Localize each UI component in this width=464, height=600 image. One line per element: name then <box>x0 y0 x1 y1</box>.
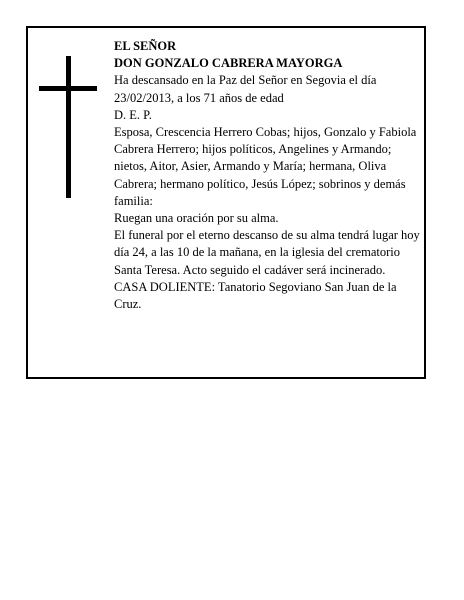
deceased-name: DON GONZALO CABRERA MAYORGA <box>114 56 343 71</box>
prayer-request: Ruegan una oración por su alma. <box>114 211 279 226</box>
cross-horizontal-beam <box>39 86 97 91</box>
funeral-info: El funeral por el eterno descanso de su alma tendrá lugar hoy día 24, a las 10 de la mañana, en la iglesia del crematorio Santa Teresa. Acto seguido el cadáver será incinerado. <box>114 228 420 277</box>
obituary-notice <box>26 26 426 379</box>
notice-text <box>114 38 424 313</box>
family-list: Esposa, Crescencia Herrero Cobas; hijos, Gonzalo y Fabiola Cabrera Herrero; hijos políticos, Angelines y Armando; nietos, Aitor, Asier, Armando y María; hermana, Oliva Cabrera; hermano político, Jesús López; sobrinos y demás familia: <box>114 125 417 208</box>
cross-icon <box>39 56 97 198</box>
cross-vertical-beam <box>66 56 71 198</box>
rip-line: D. E. P. <box>114 107 152 122</box>
death-info: Ha descansado en la Paz del Señor en Segovia el día 23/02/2013, a los 71 años de edad <box>114 73 377 105</box>
mourning-house: CASA DOLIENTE: Tanatorio Segoviano San Juan de la Cruz. <box>114 279 397 312</box>
notice-title: EL SEÑOR <box>114 39 177 53</box>
